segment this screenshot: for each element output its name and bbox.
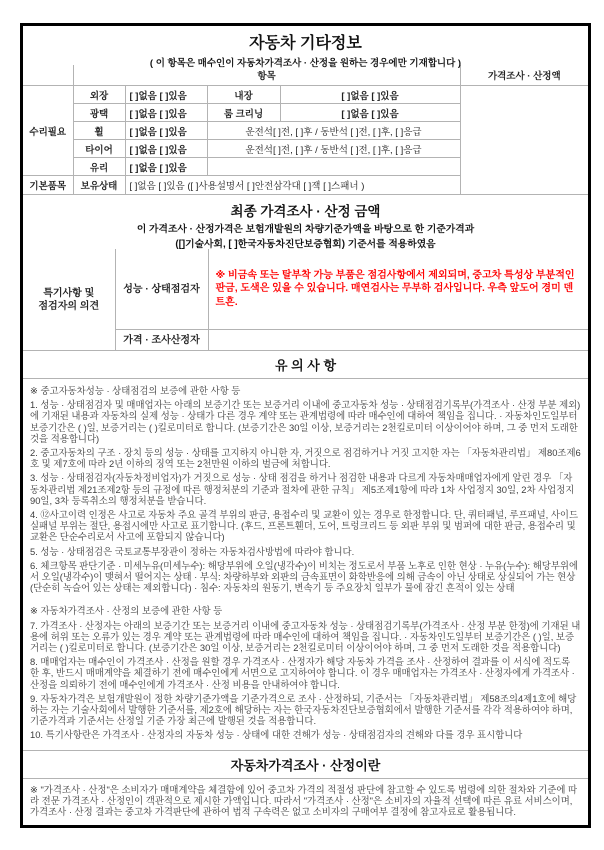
row-label-tire: 타이어 (73, 140, 125, 158)
notice-item-8: 8. 매매업자는 매수인이 가격조사 · 산정을 원할 경우 가격조사 · 산정자가 해당 자동차 가격을 조사 · 산정하여 결과를 이 서식에 적도록 한 후, 반드시 매매계약을 체결하기 전에 매수인에게 서면으로 고지하여야 합니다. 이 경우 매매업자는 가격조사 · 산정자에게 가격조사 · 산정을 의뢰하기 전에 매수인에게 가격조사 · 산정 비용을 안내하여야 합니다. (30, 656, 575, 690)
checkbox-text-interior: [ ]없음 [ ]있음 (280, 86, 460, 104)
row-label-possession: 보유상태 (73, 176, 125, 195)
group-label-repair: 수리필요 (23, 86, 73, 176)
checkbox-text-wheel: [ ]없음 [ ]있음 (125, 122, 207, 140)
checkbox-text-room-cleaning: [ ]없음 [ ]있음 (280, 104, 460, 122)
notice-item-3: 3. 성능 · 상태점검자(자동차정비업자)가 거짓으로 성능 · 상태 점검을 하거나 점검한 내용과 다르게 자동차매매업자에게 알린 경우 「자동차관리법 제21조제2항 등의 규정에 따른 행정처분의 기준과 절차에 관한 규칙」 제5조제1항에 따라 1차 사업정지 30일, 2차 사업정지 90일, 3차 등록취소의 행정처분을 받습니다. (30, 472, 575, 506)
empty-cell-glass (207, 158, 460, 176)
checkbox-text-wheel-seats: 운전석[ ]전, [ ]후 / 동반석 [ ]전, [ ]후, [ ]응급 (207, 122, 460, 140)
row-label-polish: 광택 (73, 104, 125, 122)
repair-items-table (23, 65, 588, 194)
checkbox-text-tire-seats: 운전석[ ]전, [ ]후 / 동반석 [ ]전, [ ]후, [ ]응급 (207, 140, 460, 158)
notice-subheading-performance: ※ 중고자동차성능 · 상태점검의 보증에 관한 사항 등 (30, 385, 241, 396)
row-label-interior: 내장 (207, 86, 280, 104)
page-subtitle: ( 이 항목은 매수인이 자동차가격조사 · 산정을 원하는 경우에만 기재합니다 ) (149, 58, 462, 69)
notice-subheading-price: ※ 자동차가격조사 · 산정의 보증에 관한 사항 등 (30, 605, 223, 617)
corner-empty-cell (23, 65, 73, 86)
notice-section-header: 유 의 사 항 (23, 350, 588, 379)
final-price-line1: 이 가격조사 · 산정가격은 보험개발원의 차량기준가액을 바탕으로 한 기준가격과 (136, 224, 475, 235)
page-title: 자동차 기타정보 (249, 35, 362, 52)
title-block (23, 26, 588, 69)
group-label-basic-items: 기본품목 (23, 176, 73, 195)
vehicle-extra-info-document (20, 23, 591, 828)
checkbox-text-glass: [ ]없음 [ ]있음 (125, 158, 207, 176)
special-notes-label-line2: 점검자의 의견 (38, 300, 100, 312)
items-column-header: 항목 (73, 65, 460, 86)
row-label-exterior: 외장 (73, 86, 125, 104)
checkbox-text-tire: [ ]없음 [ ]있음 (125, 140, 207, 158)
inspector-note-text: ※ 비금속 또는 탈부착 가능 부품은 점검사항에서 제외되며, 중고차 특성상 부분적인 판금, 도색은 있을 수 있습니다. 매연검사는 무부하 검사입니다. 우측 앞도어 경미 덴트흔. (208, 249, 588, 330)
notice-item-2: 2. 중고자동차의 구조 · 장치 등의 성능 · 상태를 고지하지 아니한 자, 거짓으로 점검하거나 거짓 고지한 자는 「자동차관리법」 제80조제6호 및 제7호에 따라 2년 이하의 징역 또는 2천만원 이하의 벌금에 처합니다. (30, 447, 581, 470)
notice-item-7: 7. 가격조사 · 산정자는 아래의 보증기간 또는 보증거리 이내에 중고자동차 성능 · 상태점검기록부(가격조사 · 산정 부분 한정)에 기재된 내용에 허위 또는 오류가 있는 경우 계약 또는 관계법령에 따라 매수인에 대하여 책임을 집니다. · 자동차인도일부터 보증기간은 ( )일, 보증거리는 ( )킬로미터로 합니다. (보증기간은 30일 이상, 보증거리는 2천킬로미터 이상이어야 하며, 그 중 먼저 도래한 것을 적용합니다) (30, 619, 581, 654)
notice-item-1: 1. 성능 · 상태점검자 및 매매업자는 아래의 보증기간 또는 보증거리 이내에 중고자동차 성능 · 상태점검기록부(가격조사 · 산정 부분 제외)에 기재된 내용과 자동차의 실제 성능 · 상태가 다른 경우 계약 또는 관계법령에 따라 매수인에 대하여 책임을 집니다. · 자동차인도일부터 보증기간은 ( )일, 보증거리는 ( )킬로미터로 합니다. (보증기간은 30일 이상, 보증거리는 2천킬로미터 이상이어야 하며, 그 중 먼저 도래한 것을 적용합니다) (30, 399, 581, 444)
notice-body (23, 379, 588, 750)
appraiser-row-label: 가격 · 조사산정자 (115, 330, 208, 351)
final-price-line2: ([]기술사회, [ ]한국자동차진단보증협회) 기준서를 적용하였음 (175, 239, 436, 250)
definition-body: ※ "가격조사 · 산정"은 소비자가 매매계약을 체결함에 있어 중고차 가격의 적절성 판단에 참고할 수 있도록 법령에 의한 절차와 기준에 따라 전문 가격조사 · 산정인이 객관적으로 제시한 가액입니다. 따라서 "가격조사 · 산정"은 소비자의 자율적 선택에 따른 유료 서비스이며, 가격조사 · 산정 결과는 중고차 가격판단에 관하여 법적 구속력은 없고 소비자의 구매여부 결정에 참고자료로 활용됩니다. (30, 783, 578, 818)
price-column-header: 가격조사 · 산정액 (460, 65, 588, 86)
checkbox-text-polish: [ ]없음 [ ]있음 (125, 104, 207, 122)
special-notes-table (23, 249, 588, 350)
notice-item-4: 4. ⑫사고이력 인정은 사고로 자동차 주요 골격 부위의 판금, 용접수리 및 교환이 있는 경우로 한정합니다. 단, 쿼터패널, 루프패널, 사이드실패널 부위는 절단, 용접시에만 사고로 표기합니다. (후드, 프론트휀더, 도어, 트렁크리드 등 외판 부위 및 범퍼에 대한 판금, 용접수리 및 교환은 단순수리로서 사고에 포함되지 않습니다) (30, 509, 579, 543)
notice-item-5: 5. 성능 · 상태점검은 국토교통부장관이 정하는 자동차검사방법에 따라야 합니다. (30, 545, 355, 557)
row-label-room-cleaning: 룸 크리닝 (207, 104, 280, 122)
row-label-wheel: 휠 (73, 122, 125, 140)
special-notes-label-line1: 특기사항 및 (43, 287, 95, 299)
notice-item-10: 10. 특기사항란은 가격조사 · 산정자의 자동차 성능 · 상태에 대한 견해가 성능 · 상태점검자의 견해와 다를 경우 표시합니다 (30, 729, 523, 741)
special-notes-label (23, 249, 115, 350)
final-price-title: 최종 가격조사 · 산정 금액 (230, 204, 381, 219)
definition-section-header: 자동차가격조사 · 산정이란 (23, 750, 588, 779)
appraiser-note-cell (208, 330, 588, 351)
price-amount-cell (460, 86, 588, 195)
row-label-glass: 유리 (73, 158, 125, 176)
checkbox-text-exterior: [ ]없음 [ ]있음 (125, 86, 207, 104)
final-price-block (23, 194, 588, 249)
checkbox-text-possession: [ ]없음 [ ]있음 ([ ]사용설명서 [ ]안전삼각대 [ ]잭 [ ]스패너 ) (125, 176, 460, 195)
notice-item-9: 9. 자동차가격은 보험개발원이 정한 차량기준가액을 기준가격으로 조사 · 산정하되, 기준서는 「자동차관리법」 제58조의4제1호에 해당하는 자는 기술사회에서 발행한 기준서를, 제2호에 해당하는 자는 한국자동차진단보증협회에서 발행한 기준서를 각각 적용하여야 하며, 기준가격과 기준서는 산정일 기준 가장 최근에 발행된 것을 적용합니다. (30, 692, 577, 727)
inspector-row-label: 성능 · 상태점검자 (115, 249, 208, 330)
notice-item-6: 6. 체크항목 판단기준 · 미세누유(미세누수): 해당부위에 오일(냉각수)이 비치는 정도로서 부품 노후로 인한 현상 · 누유(누수): 해당부위에서 오일(냉각수)이 맺혀서 떨어지는 상태 · 부식: 차량하부와 외판의 금속표면이 화학반응에 의해 금속이 아닌 상태로 상실되어 가는 현상(단순히 녹슬어 있는 상태는 제외합니다) · 침수: 자동차의 원동기, 변속기 등 주요장치 일부가 물에 잠긴 흔적이 있는 상태 (30, 559, 579, 594)
